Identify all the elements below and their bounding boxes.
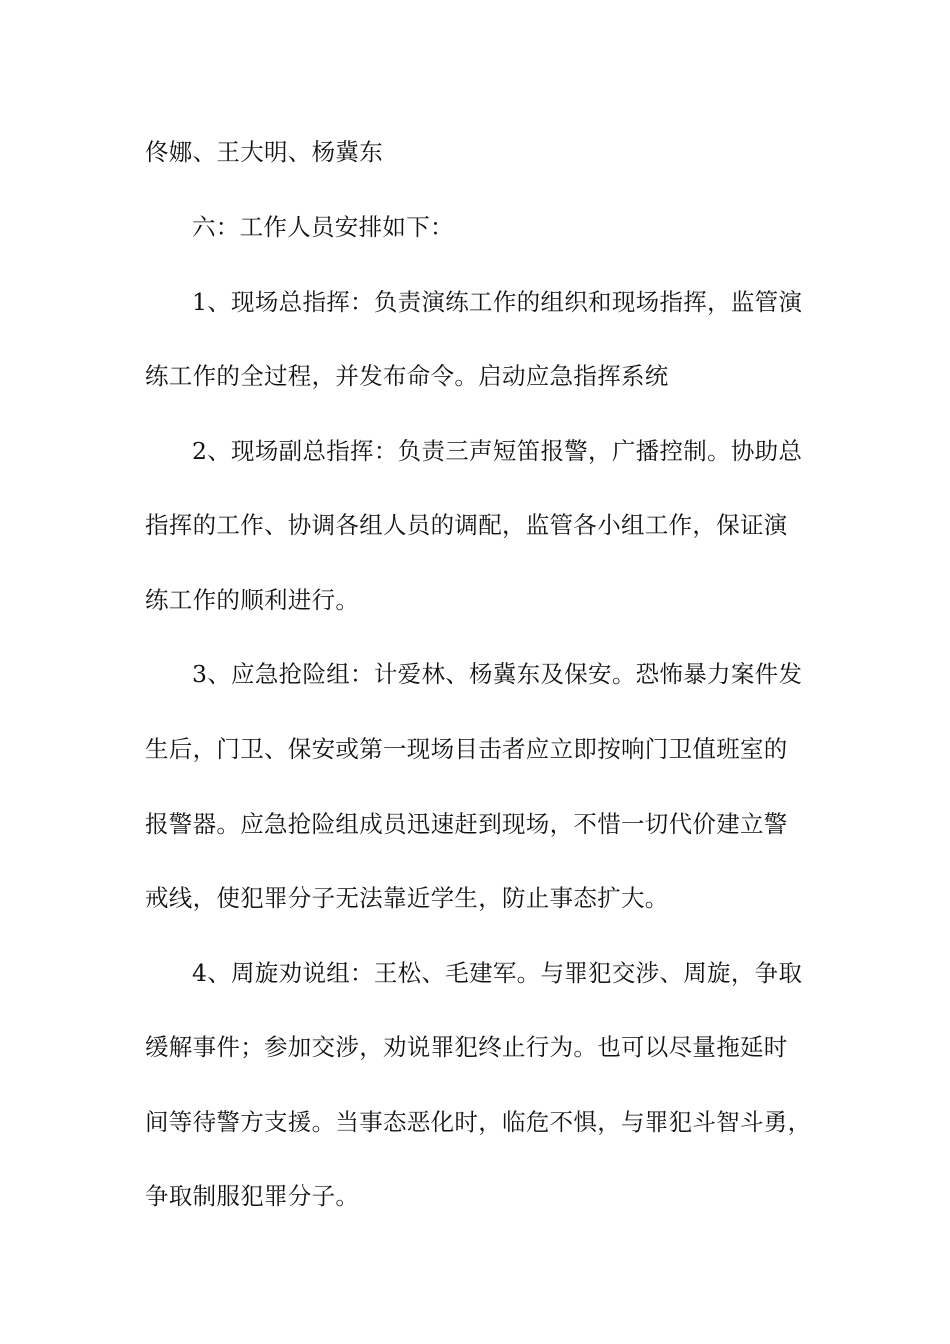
text-line: 2、现场副总指挥：负责三声短笛报警，广播控制。协助总 [192, 437, 803, 465]
text-line: 缓解事件；参加交涉，劝说罪犯终止行为。也可以尽量拖延时 [145, 1033, 788, 1061]
text-line: 报警器。应急抢险组成员迅速赶到现场，不惜一切代价建立警 [145, 810, 788, 838]
text-line: 佟娜、王大明、杨冀东 [145, 138, 383, 166]
text-line: 练工作的顺利进行。 [145, 586, 360, 614]
text-line: 练工作的全过程，并发布命令。启动应急指挥系统 [145, 362, 669, 390]
text-line: 指挥的工作、协调各组人员的调配，监管各小组工作，保证演 [145, 511, 788, 539]
text-line: 戒线，使犯罪分子无法靠近学生，防止事态扩大。 [145, 884, 669, 912]
text-line: 1、现场总指挥：负责演练工作的组织和现场指挥，监管演 [192, 288, 803, 316]
text-line: 4、周旋劝说组：王松、毛建军。与罪犯交涉、周旋，争取 [192, 959, 803, 987]
section-heading: 六：工作人员安排如下： [192, 213, 454, 241]
text-line: 间等待警方支援。当事态恶化时，临危不惧，与罪犯斗智斗勇， [145, 1108, 812, 1136]
text-line: 生后，门卫、保安或第一现场目击者应立即按响门卫值班室的 [145, 735, 788, 763]
text-line: 争取制服犯罪分子。 [145, 1182, 360, 1210]
text-line: 3、应急抢险组：计爱林、杨冀东及保安。恐怖暴力案件发 [192, 660, 803, 688]
